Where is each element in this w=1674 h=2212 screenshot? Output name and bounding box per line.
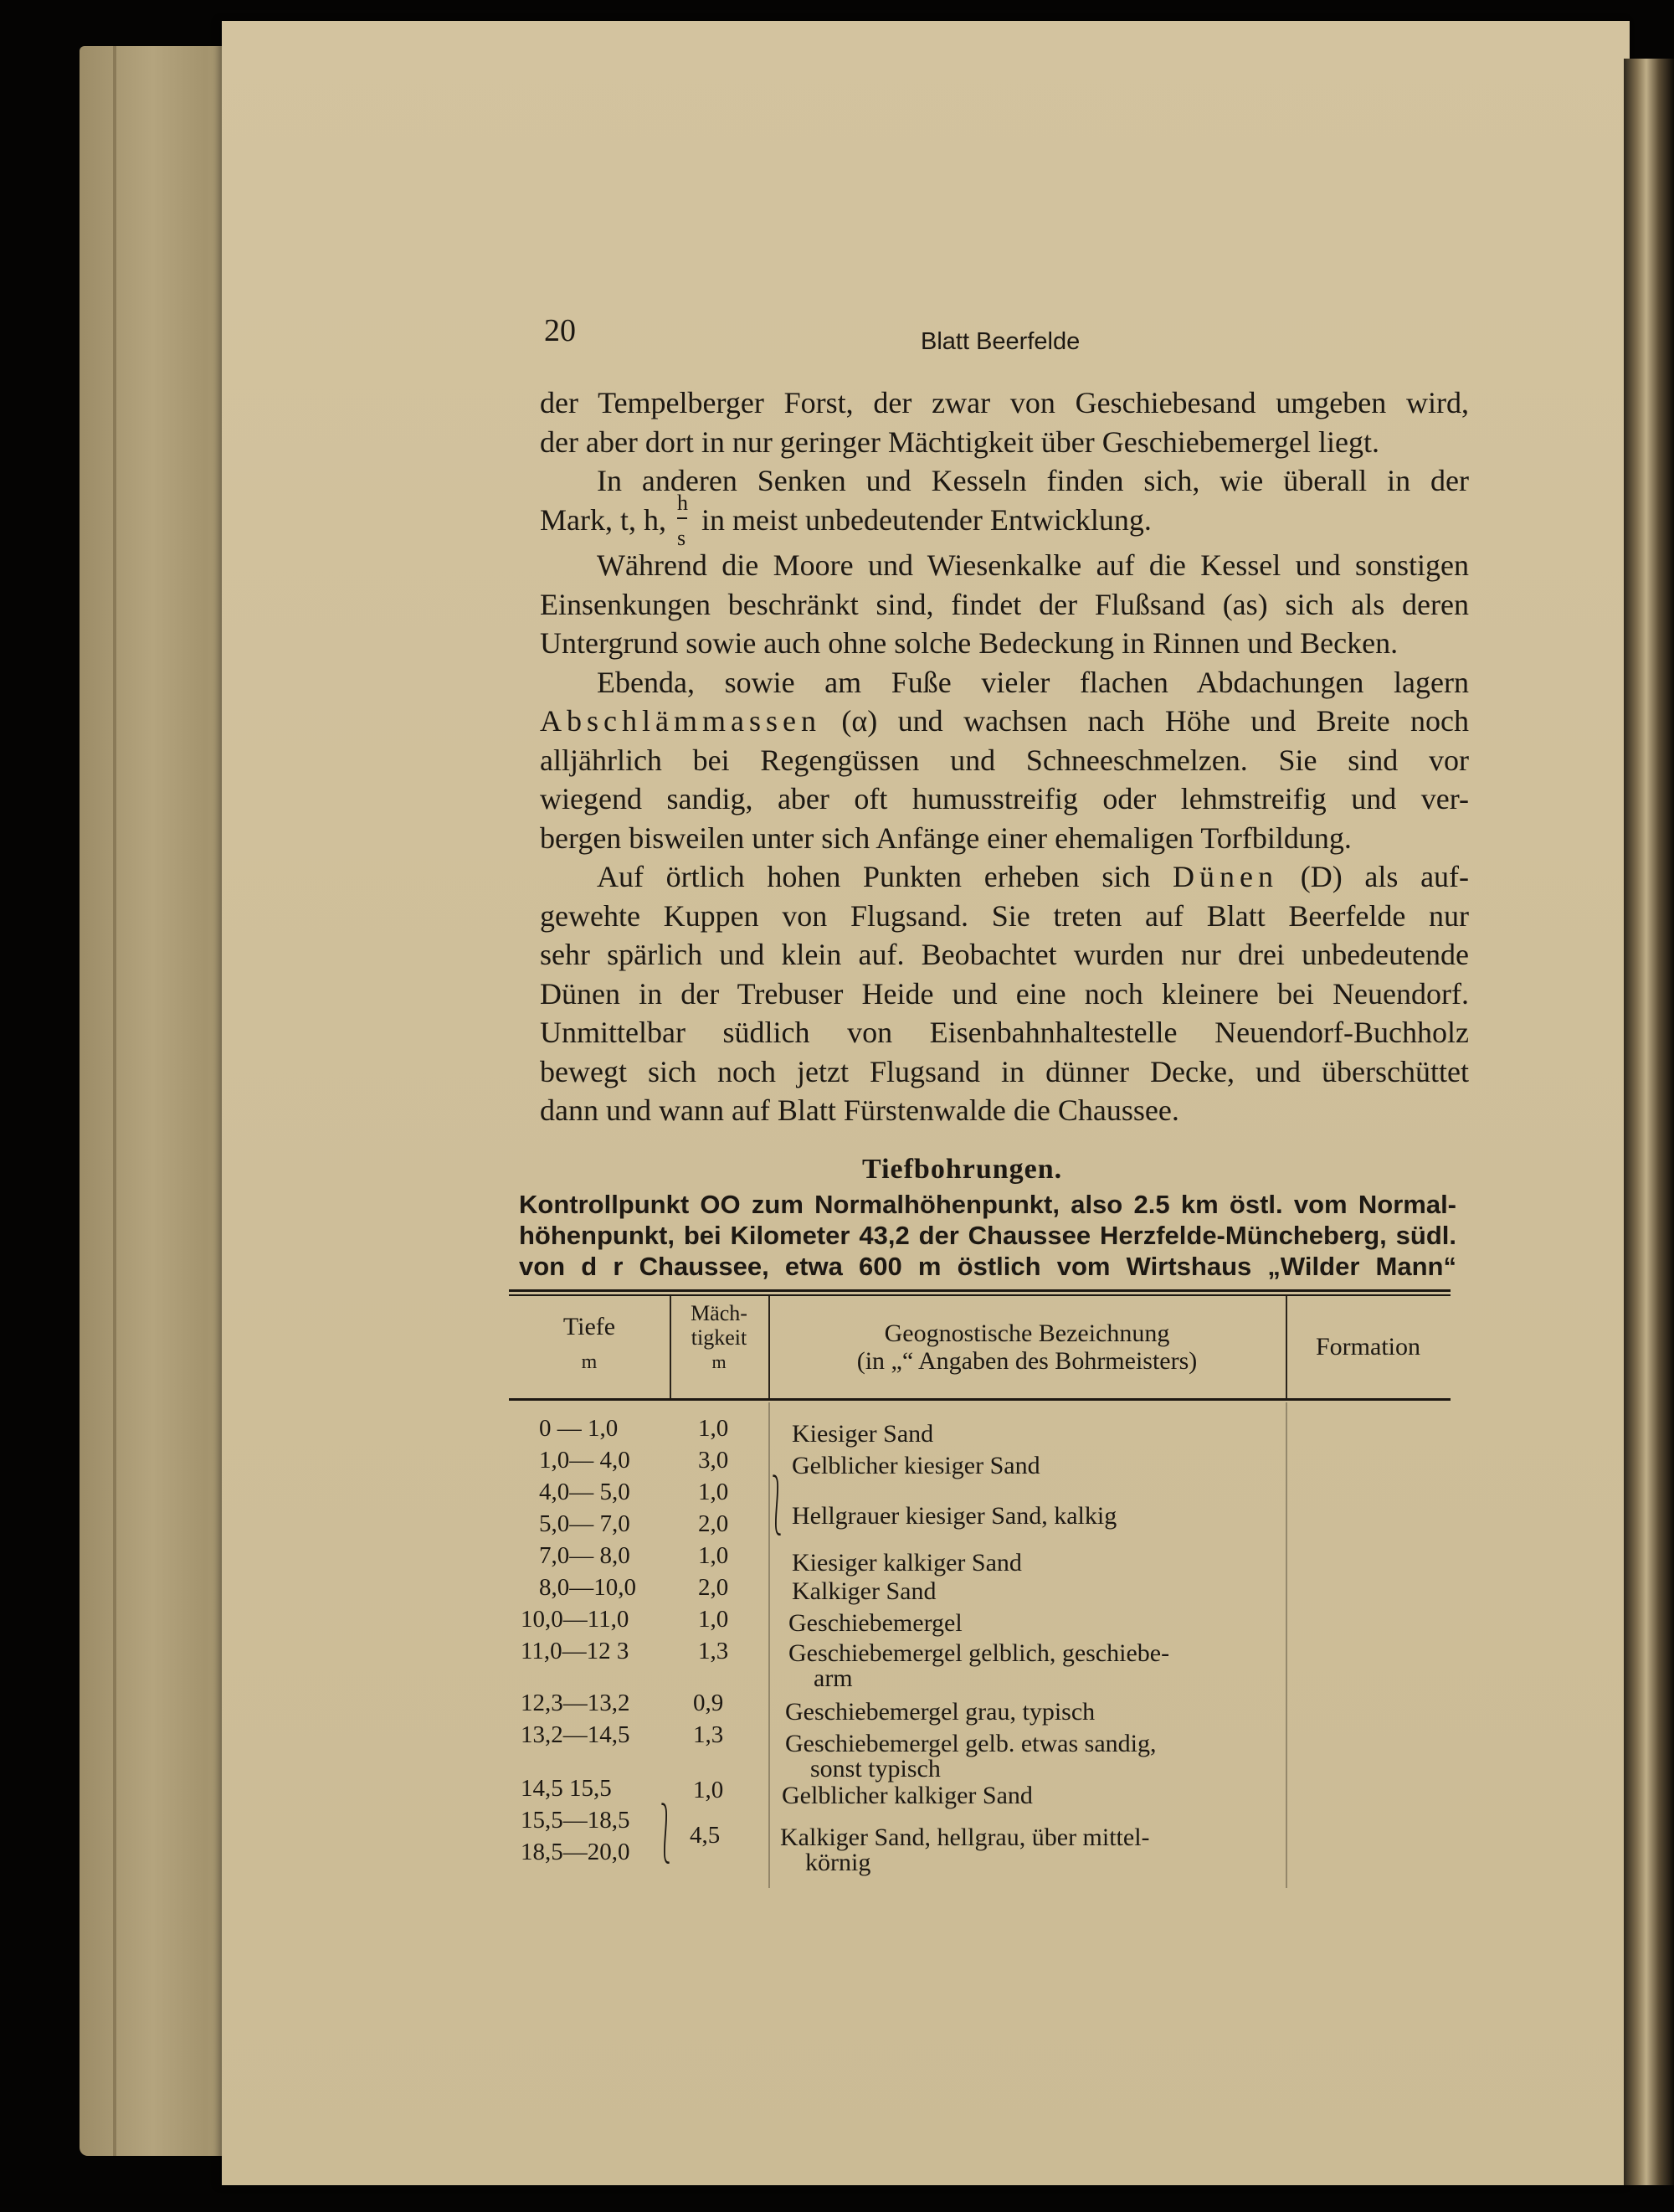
text-line	[540, 490, 1469, 550]
text-fragment: in meist unbedeutender Entwicklung.	[701, 502, 1152, 537]
text-fragment: Auf örtlich hohen Punkten erheben sich	[597, 860, 1151, 893]
cell-maechtigkeit: 1,3	[698, 1638, 729, 1664]
cell-tiefe: 7,0— 8,0	[539, 1542, 630, 1569]
cell-maechtigkeit: 1,0	[698, 1606, 729, 1633]
cell-description: Kiesiger Sand	[792, 1420, 934, 1448]
cell-tiefe: 1,0— 4,0	[539, 1447, 630, 1474]
cell-tiefe: 13,2—14,5	[521, 1721, 630, 1748]
cell-tiefe: 0 — 1,0	[539, 1415, 619, 1442]
body-text	[540, 383, 1469, 1130]
cell-maechtigkeit: 4,5	[690, 1822, 721, 1849]
borehole-table	[509, 1289, 1451, 1892]
cell-description: Kiesiger kalkiger Sand	[792, 1549, 1022, 1577]
cell-tiefe: 14,5 15,5	[521, 1775, 612, 1802]
text-line: bewegt sich noch jetzt Flugsand in dünner Decke, und überschüttet	[540, 1054, 1469, 1088]
table-rule-header	[509, 1398, 1451, 1401]
cell-description: Geschiebemergel gelblich, geschiebe- arm	[788, 1639, 1170, 1692]
cell-description: Kalkiger Sand, hellgrau, über mittel- körnig	[780, 1824, 1150, 1876]
text-line: Ebenda, sowie am Fuße vieler flachen Abdachungen lagern	[597, 665, 1469, 699]
cell-tiefe: 5,0— 7,0	[539, 1510, 630, 1537]
text-line: sehr spärlich und klein auf. Beobachtet wurden nur drei unbedeutende	[540, 938, 1469, 971]
text-line: bergen bisweilen unter sich Anfänge einer ehemaligen Torfbildung.	[540, 820, 1352, 855]
text-line: dann und wann auf Blatt Fürstenwalde die Chaussee.	[540, 1093, 1179, 1127]
text-line	[540, 857, 1469, 897]
fraction-h-over-s	[674, 490, 694, 550]
section-title: Tiefbohrungen.	[862, 1154, 1063, 1185]
intro-line: Kontrollpunkt OO zum Normalhöhenpunkt, also 2.5 km östl. vom Normal-	[519, 1190, 1456, 1219]
cell-tiefe: 10,0—11,0	[521, 1606, 629, 1633]
cell-tiefe: 11,0—12 3	[521, 1638, 629, 1664]
text-line: der Tempelberger Forst, der zwar von Geschiebesand umgeben wird,	[540, 386, 1469, 419]
text-line: wiegend sandig, aber oft humusstreifig oder lehmstreifig und ver-	[540, 782, 1469, 815]
mark-prefix: Mark, t, h,	[540, 502, 666, 537]
cell-maechtigkeit: 2,0	[698, 1510, 729, 1537]
cell-maechtigkeit: 2,0	[698, 1574, 729, 1601]
cell-tiefe: 12,3—13,2	[521, 1690, 630, 1716]
text-line: In anderen Senken und Kesseln finden sich, wie überall in der	[597, 464, 1469, 497]
cell-description: Gelblicher kalkiger Sand	[782, 1782, 1033, 1809]
cell-maechtigkeit: 1,0	[698, 1479, 729, 1505]
cell-description: Kalkiger Sand	[792, 1577, 937, 1605]
intro-line: von d r Chaussee, etwa 600 m östlich vom Wirtshaus „Wilder Mann“	[519, 1252, 1456, 1281]
cell-maechtigkeit: 3,0	[698, 1447, 729, 1474]
cell-description: Hellgrauer kiesiger Sand, kalkig	[792, 1502, 1117, 1530]
text-line: alljährlich bei Regengüssen und Schneeschmelzen. Sie sind vor	[540, 743, 1469, 777]
brace: ⎱	[655, 1803, 676, 1867]
book-spine-edge	[1624, 59, 1674, 2185]
cell-description: Geschiebemergel gelb. etwas sandig, sonst typisch	[785, 1730, 1157, 1782]
header-geognostische-bezeichnung: Geognostische Bezeichnung (in „“ Angaben des Bohrmeisters)	[856, 1319, 1198, 1375]
intro-line: höhenpunkt, bei Kilometer 43,2 der Chaussee Herzfelde-Müncheberg, südl.	[519, 1221, 1456, 1250]
text-line: der aber dort in nur geringer Mächtigkeit über Geschiebemergel liegt.	[540, 424, 1379, 459]
cell-maechtigkeit: 0,9	[693, 1690, 724, 1716]
text-fragment: (α) und wachsen nach Höhe und Breite noch	[841, 704, 1470, 738]
spaced-term-duenen: Dünen	[1173, 860, 1279, 893]
cell-tiefe: 15,5—18,5	[521, 1807, 630, 1834]
text-line: Einsenkungen beschränkt sind, findet der Flußsand (as) sich als deren	[540, 587, 1469, 621]
running-head: Blatt Beerfelde	[921, 328, 1081, 355]
text-line: Während die Moore und Wiesenkalke auf die Kessel und sonstigen	[597, 548, 1469, 582]
text-line	[540, 702, 1469, 741]
cell-tiefe: 18,5—20,0	[521, 1839, 630, 1865]
cell-maechtigkeit: 1,0	[693, 1777, 724, 1803]
borehole-intro	[519, 1189, 1456, 1282]
fraction-numerator: h	[676, 490, 688, 515]
header-maechtigkeit: Mäch- tigkeit m	[691, 1301, 747, 1372]
header-tiefe: Tiefe m	[562, 1313, 616, 1373]
cell-maechtigkeit: 1,0	[698, 1415, 729, 1442]
text-line: Unmittelbar südlich von Eisenbahnhaltestelle Neuendorf-Buchholz	[540, 1016, 1469, 1049]
fraction-denominator: s	[676, 525, 686, 550]
cell-maechtigkeit: 1,3	[693, 1721, 724, 1748]
brace: ⎱	[766, 1474, 788, 1539]
text-line: Untergrund sowie auch ohne solche Bedeckung in Rinnen und Becken.	[540, 626, 1399, 660]
cell-description: Gelblicher kiesiger Sand	[792, 1452, 1040, 1479]
page-number: 20	[544, 313, 576, 348]
table-rule-top-double	[509, 1294, 1451, 1296]
text-line: gewehte Kuppen von Flugsand. Sie treten auf Blatt Beerfelde nur	[540, 898, 1469, 933]
cell-description: Geschiebemergel grau, typisch	[785, 1698, 1096, 1726]
spaced-term-abschlaemmassen: Abschlämmassen	[540, 704, 821, 738]
cell-description: Geschiebemergel	[788, 1609, 963, 1637]
cell-tiefe: 4,0— 5,0	[539, 1479, 630, 1505]
text-line: Dünen in der Trebuser Heide und eine noch kleinere bei Neuendorf.	[540, 976, 1469, 1011]
text-fragment: (D) als auf-	[1300, 860, 1470, 893]
cell-maechtigkeit: 1,0	[698, 1542, 729, 1569]
header-formation: Formation	[1316, 1333, 1420, 1361]
cell-tiefe: 8,0—10,0	[539, 1574, 636, 1601]
table-rule-top	[509, 1289, 1451, 1292]
